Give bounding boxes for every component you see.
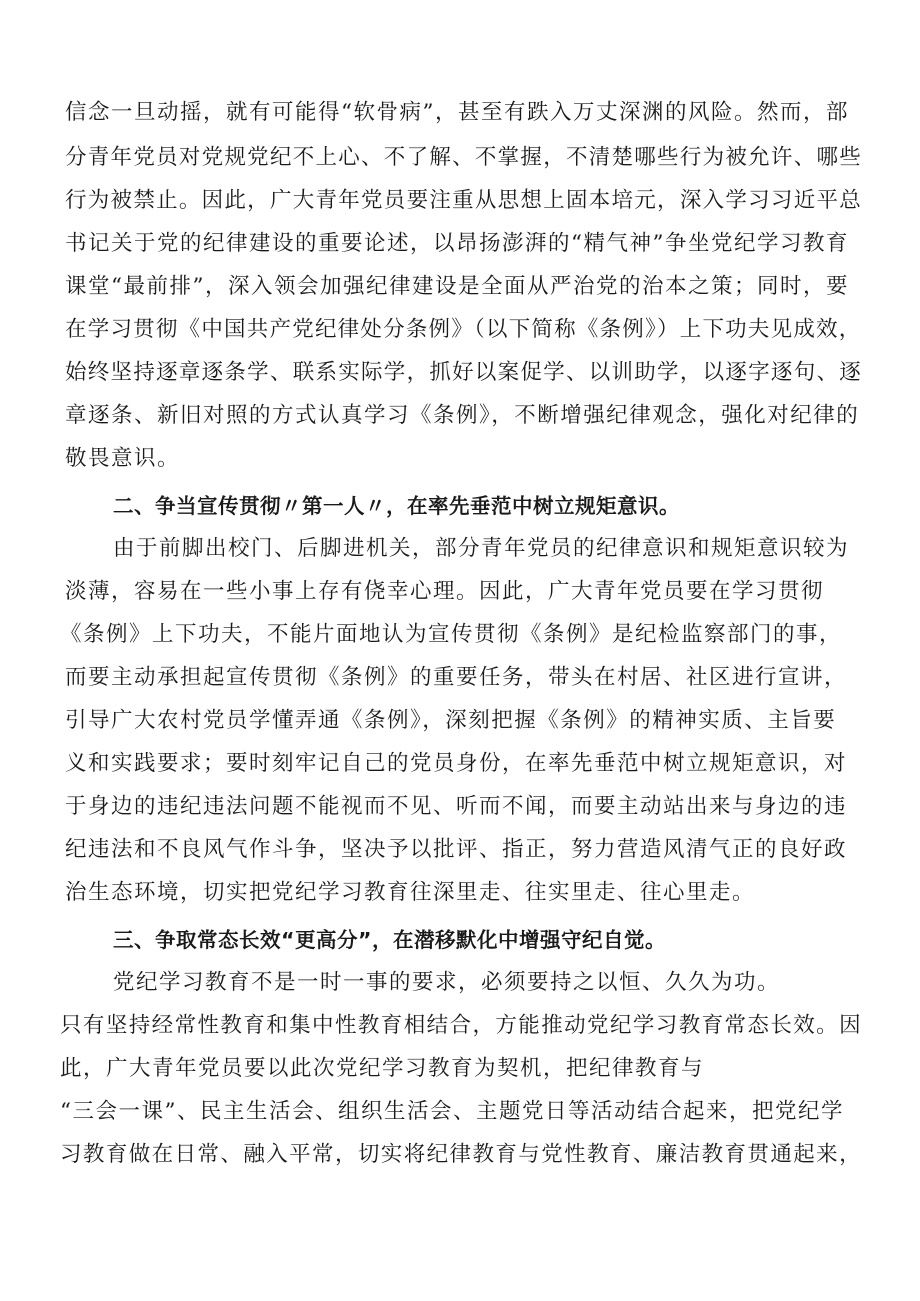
- paragraph-line: 义和实践要求；要时刻牢记自己的党员身份，在率先垂范中树立规矩意识，对: [65, 751, 848, 776]
- paragraph-line: 而要主动承担起宣传贯彻《条例》的重要任务，带头在村居、社区进行宣讲，: [65, 665, 848, 690]
- paragraph-line: 此，广大青年党员要以此次党纪学习教育为契机，把纪律教育与: [60, 1056, 705, 1081]
- paragraph-line: 始终坚持逐章逐条学、联系实际学，抓好以案促学、以训助学，以逐字逐句、逐: [65, 360, 863, 385]
- paragraph-line: 在学习贯彻《中国共产党纪律处分条例》（以下简称《条例》）上下功夫见成效，: [65, 317, 862, 342]
- paragraph-line: 党纪学习教育不是一时一事的要求，必须要持之以恒、久久为功。: [113, 970, 781, 995]
- paragraph-line: 由于前脚出校门、后脚进机关，部分青年党员的纪律意识和规矩意识较为: [113, 536, 850, 561]
- paragraph-line: 习教育做在日常、融入平常，切实将纪律教育与党性教育、廉洁教育贯通起来，: [60, 1142, 863, 1167]
- paragraph-line: 只有坚持经常性教育和集中性教育相结合，方能推动党纪学习教育常态长效。因: [60, 1013, 863, 1038]
- section-heading: 二、争当宣传贯彻〃第一人〃，在率先垂范中树立规矩意识。: [113, 494, 680, 518]
- paragraph-line: 引导广大农村党员学懂弄通《条例》，深刻把握《条例》的精神实质、主旨要: [65, 708, 837, 733]
- paragraph-line: 分青年党员对党规党纪不上心、不了解、不掌握，不清楚哪些行为被允许、哪些: [65, 145, 863, 170]
- paragraph-line: 敬畏意识。: [65, 446, 181, 471]
- paragraph-line: 书记关于党的纪律建设的重要论述，以昂扬澎湃的“精气神”争坐党纪学习教育: [65, 231, 849, 256]
- section-heading: 三、争取常态长效“更高分”，在潜移默化中增强守纪自觉。: [113, 928, 666, 952]
- paragraph-line: 治生态环境，切实把党纪学习教育往深里走、往实里走、往心里走。: [65, 880, 756, 905]
- paragraph-line: 于身边的违纪违法问题不能视而不见、听而不闻，而要主动站出来与身边的违: [65, 794, 848, 819]
- paragraph-line: 淡薄，容易在一些小事上存有侥幸心理。因此，广大青年党员要在学习贯彻: [65, 579, 825, 604]
- paragraph-line: “三会一课”、民主生活会、组织生活会、主题党日等活动结合起来，把党纪学: [60, 1099, 844, 1124]
- paragraph-line: 信念一旦动摇，就有可能得“软骨病”，甚至有跌入万丈深渊的风险。然而，部: [65, 100, 849, 125]
- paragraph-line: 纪违法和不良风气作斗争，坚决予以批评、指正，努力营造风清气正的良好政: [65, 837, 848, 862]
- paragraph-line: 行为被禁止。因此，广大青年党员要注重从思想上固本培元，深入学习习近平总: [65, 188, 863, 213]
- paragraph-line: 章逐条、新旧对照的方式认真学习《条例》，不断增强纪律观念，强化对纪律的: [65, 403, 860, 428]
- paragraph-line: 课堂“最前排”，深入领会加强纪律建设是全面从严治党的治本之策；同时，要: [65, 274, 849, 299]
- paragraph-line: 《条例》上下功夫，不能片面地认为宣传贯彻《条例》是纪检监察部门的事，: [60, 622, 843, 647]
